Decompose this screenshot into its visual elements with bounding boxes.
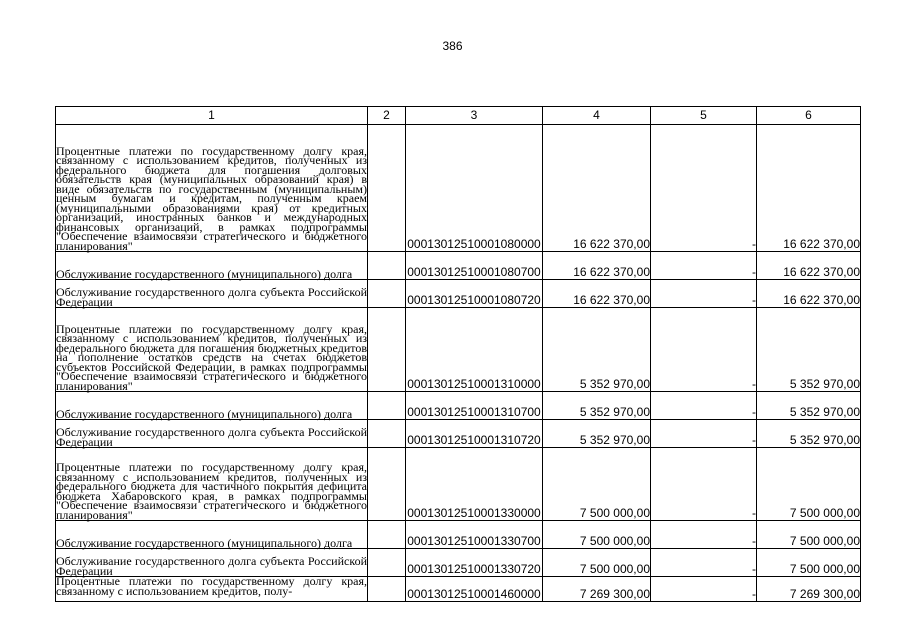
row-code: 00013012510001330720 (406, 549, 543, 577)
column-header-6: 6 (757, 107, 861, 125)
row-col2 (368, 308, 406, 392)
row-amount: 16 622 370,00 (543, 252, 651, 280)
row-col5: - (651, 252, 757, 280)
row-col5: - (651, 308, 757, 392)
table-row (56, 125, 861, 252)
row-amount: 7 500 000,00 (543, 521, 651, 549)
row-total: 7 500 000,00 (757, 549, 861, 577)
row-description: Обслуживание государственного (муниципального) долга (56, 392, 368, 420)
row-amount: 16 622 370,00 (543, 280, 651, 308)
table-row (56, 420, 861, 448)
row-col2 (368, 392, 406, 420)
column-header-1: 1 (56, 107, 368, 125)
row-description: Обслуживание государственного долга субъекта Российской Федерации (56, 549, 368, 577)
row-col2 (368, 252, 406, 280)
row-code: 00013012510001080720 (406, 280, 543, 308)
row-amount: 7 500 000,00 (543, 448, 651, 521)
row-col2 (368, 280, 406, 308)
row-description: Обслуживание государственного долга субъекта Российской Федерации (56, 420, 368, 448)
row-amount: 7 269 300,00 (543, 577, 651, 602)
row-description: Процентные платежи по государственному долгу края, связанному с использованием кредитов, полученных из федерального бюджета для погашения долговых обязательств края (муниципальных образований края) в виде обязательств по государственным (муниципальным) ценным бумагам и кредитам, полученным краем (муниципальными образованиями края) от кредитных организаций, иностранных банков и международных финансовых организаций, в рамках подпрограммы "Обеспечение взаимосвязи стратегического и бюджетного планирования" (56, 125, 368, 252)
row-total: 16 622 370,00 (757, 280, 861, 308)
row-code: 00013012510001310000 (406, 308, 543, 392)
row-total: 7 269 300,00 (757, 577, 861, 602)
row-col5: - (651, 549, 757, 577)
row-col2 (368, 549, 406, 577)
row-total: 5 352 970,00 (757, 420, 861, 448)
row-code: 00013012510001310720 (406, 420, 543, 448)
table-row (56, 577, 861, 602)
row-total: 7 500 000,00 (757, 448, 861, 521)
table-row (56, 521, 861, 549)
row-col5: - (651, 280, 757, 308)
page-number: 386 (442, 39, 463, 53)
row-col5: - (651, 577, 757, 602)
column-header-5: 5 (651, 107, 757, 125)
row-code: 00013012510001080700 (406, 252, 543, 280)
row-amount: 5 352 970,00 (543, 420, 651, 448)
row-total: 5 352 970,00 (757, 308, 861, 392)
row-col5: - (651, 448, 757, 521)
row-code: 00013012510001080000 (406, 125, 543, 252)
row-col5: - (651, 420, 757, 448)
row-code: 00013012510001330000 (406, 448, 543, 521)
row-code: 00013012510001330700 (406, 521, 543, 549)
row-col2 (368, 125, 406, 252)
row-amount: 5 352 970,00 (543, 308, 651, 392)
row-amount: 16 622 370,00 (543, 125, 651, 252)
row-col2 (368, 448, 406, 521)
row-col2 (368, 521, 406, 549)
column-header-2: 2 (368, 107, 406, 125)
row-description: Процентные платежи по государственному долгу края, связанному с использованием кредитов, полу- (56, 577, 368, 602)
row-col5: - (651, 125, 757, 252)
row-description: Процентные платежи по государственному долгу края, связанному с использованием кредитов, полученных из федерального бюджета для погашения бюджетных кредитов на пополнение остатков средств на счетах бюджетов субъектов Российской Федерации, в рамках подпрограммы "Обеспечение взаимосвязи стратегического и бюджетного планирования" (56, 308, 368, 392)
row-description: Процентные платежи по государственному долгу края, связанному с использованием кредитов, полученных из федерального бюджета для частичного покрытия дефицита бюджета Хабаровского края, в рамках подпрограммы "Обеспечение взаимосвязи стратегического и бюджетного планирования" (56, 448, 368, 521)
table-row (56, 448, 861, 521)
row-amount: 7 500 000,00 (543, 549, 651, 577)
table-row (56, 308, 861, 392)
row-total: 16 622 370,00 (757, 252, 861, 280)
table-row (56, 280, 861, 308)
budget-table (55, 106, 861, 602)
header-row (56, 107, 861, 125)
row-total: 5 352 970,00 (757, 392, 861, 420)
row-code: 00013012510001310700 (406, 392, 543, 420)
row-description: Обслуживание государственного (муниципального) долга (56, 252, 368, 280)
row-description: Обслуживание государственного (муниципального) долга (56, 521, 368, 549)
row-total: 16 622 370,00 (757, 125, 861, 252)
row-code: 00013012510001460000 (406, 577, 543, 602)
row-amount: 5 352 970,00 (543, 392, 651, 420)
table-row (56, 549, 861, 577)
column-header-4: 4 (543, 107, 651, 125)
column-header-3: 3 (406, 107, 543, 125)
row-col2 (368, 420, 406, 448)
table-row (56, 392, 861, 420)
row-description: Обслуживание государственного долга субъекта Российской Федерации (56, 280, 368, 308)
row-total: 7 500 000,00 (757, 521, 861, 549)
row-col5: - (651, 392, 757, 420)
table-row (56, 252, 861, 280)
row-col2 (368, 577, 406, 602)
row-col5: - (651, 521, 757, 549)
